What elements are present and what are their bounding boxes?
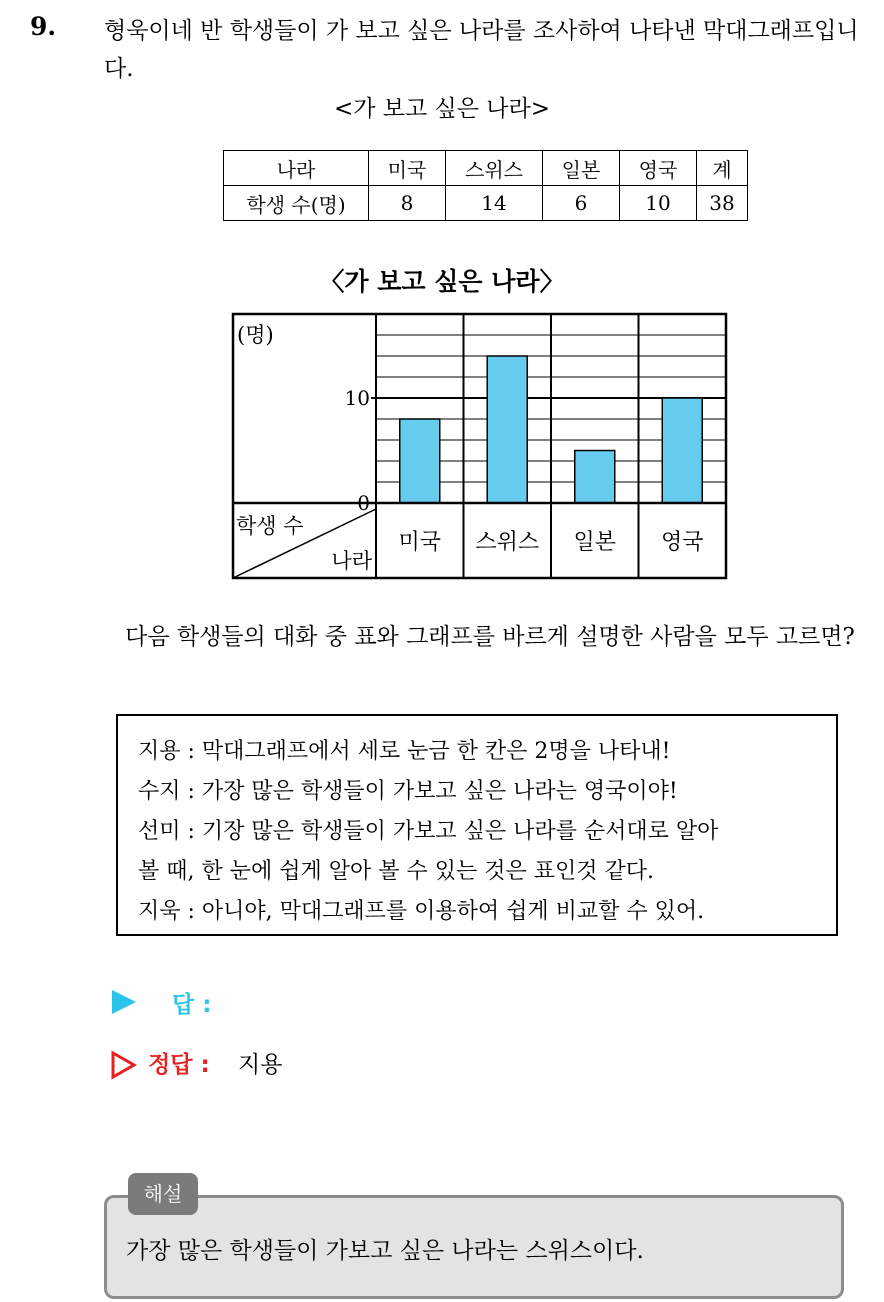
y-axis-label: (명): [237, 323, 274, 347]
table-cell: 38: [697, 186, 748, 221]
correct-label: 정답 :: [148, 1052, 210, 1078]
bar-3: [575, 451, 615, 504]
chart-title: 〈가 보고 싶은 나라〉: [319, 267, 565, 296]
table-cell: 14: [446, 186, 543, 221]
bar-4: [662, 398, 702, 503]
dialogue-line: 선미 : 기장 많은 학생들이 가보고 싶은 나라를 순서대로 알아: [138, 819, 719, 844]
corner-label-top: 학생 수: [236, 514, 304, 538]
tick-label: 0: [357, 491, 370, 515]
question-number: 9.: [30, 12, 57, 41]
answer-label: 답 :: [172, 992, 212, 1018]
corner-label-bottom: 나라: [331, 549, 372, 573]
bar-1: [400, 419, 440, 503]
table-cell: 6: [543, 186, 620, 221]
dialogue-line: 지욱 : 아니야, 막대그래프를 이용하여 쉽게 비교할 수 있어.: [138, 899, 705, 924]
table-cell: 나라: [224, 151, 369, 186]
category-label: 미국: [398, 530, 442, 555]
table-cell: 일본: [543, 151, 620, 186]
answer-arrow-icon: [112, 990, 136, 1014]
table-cell: 미국: [369, 151, 446, 186]
table-header-row: [224, 151, 748, 186]
table-row: [224, 186, 748, 221]
category-label: 일본: [573, 530, 617, 555]
table-cell: 10: [620, 186, 697, 221]
category-label: 스위스: [475, 530, 540, 555]
dialogue-box: [116, 714, 838, 936]
table-cell: 영국: [620, 151, 697, 186]
bar-2: [487, 356, 527, 503]
correct-answer: 지용: [238, 1052, 283, 1078]
dialogue-line: 수지 : 가장 많은 학생들이 가보고 싶은 나라는 영국이야!: [138, 779, 678, 804]
table-title: <가 보고 싶은 나라>: [333, 96, 550, 122]
question-text: 형욱이네 반 학생들이 가 보고 싶은 나라를 조사하여 나타낸 막대그래프입니다.: [104, 18, 859, 82]
tick-label: 10: [344, 386, 370, 410]
table-cell: 계: [697, 151, 748, 186]
data-table: [223, 150, 748, 221]
correct-arrow-icon: [110, 1050, 138, 1080]
question-prompt: 다음 학생들의 대화 중 표와 그래프를 바르게 설명한 사람을 모두 고르면?: [125, 624, 855, 650]
explanation-text: 가장 많은 학생들이 가보고 싶은 나라는 스위스이다.: [126, 1238, 644, 1264]
dialogue-line: 지용 : 막대그래프에서 세로 눈금 한 칸은 2명을 나타내!: [138, 739, 671, 764]
table-cell: 스위스: [446, 151, 543, 186]
dialogue-line: 볼 때, 한 눈에 쉽게 알아 볼 수 있는 것은 표인것 같다.: [138, 859, 654, 884]
table-cell: 학생 수(명): [224, 186, 369, 221]
bar-chart: [230, 310, 730, 582]
category-label: 영국: [660, 530, 704, 555]
table-cell: 8: [369, 186, 446, 221]
explanation-tab: 해설: [128, 1173, 198, 1215]
